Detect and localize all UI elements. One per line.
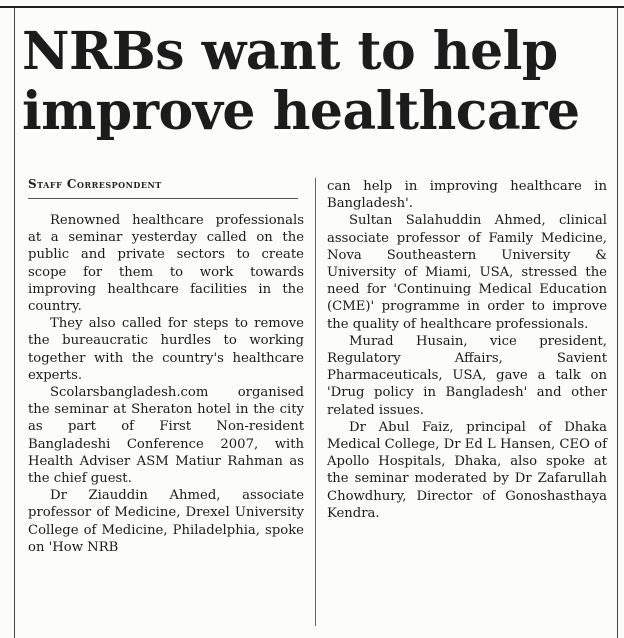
paragraph: Scolarsbangladesh.com organised the seminar at Sheraton hotel in the city as part of First Non-resident Bangladeshi Conference 2007, with Health Adviser ASM Matiur Rahman as the chief guest. (28, 385, 304, 487)
byline-rule (28, 198, 298, 199)
top-rule (0, 6, 624, 8)
article-column-right (327, 178, 607, 522)
paragraph: Renowned healthcare professionals at a seminar yesterday called on the public and private sectors to create scope for them to work towards improving healthcare facilities in the country. (28, 213, 304, 315)
paragraph: Sultan Salahuddin Ahmed, clinical associate professor of Family Medicine, Nova Southeastern University & University of Miami, USA, stressed the need for 'Continuing Medical Education (CME)' programme in order to improve the quality of healthcare professionals. (327, 213, 607, 332)
headline: NRBs want to help improve healthcare (22, 21, 580, 142)
paragraph: Dr Ziauddin Ahmed, associate professor of Medicine, Drexel University College of Medicine, Philadelphia, spoke on 'How NRB (28, 488, 304, 555)
paragraph: They also called for steps to remove the bureaucratic hurdles to working together with the country's healthcare experts. (28, 316, 304, 383)
article-column-left (28, 212, 304, 556)
paragraph: can help in improving healthcare in Bangladesh'. (327, 179, 607, 212)
paragraph: Dr Abul Faiz, principal of Dhaka Medical College, Dr Ed L Hansen, CEO of Apollo Hospitals, Dhaka, also spoke at the seminar moderated by Dr Zafarullah Chowdhury, Director of Gonoshasthaya Kendra. (327, 419, 607, 521)
paragraph: Murad Husain, vice president, Regulatory Affairs, Savient Pharmaceuticals, USA, gave a talk on 'Drug policy in Bangladesh' and other related issues. (327, 333, 607, 418)
byline: Staff Correspondent (28, 177, 162, 191)
left-border-rule (14, 8, 15, 638)
column-divider (315, 178, 316, 626)
